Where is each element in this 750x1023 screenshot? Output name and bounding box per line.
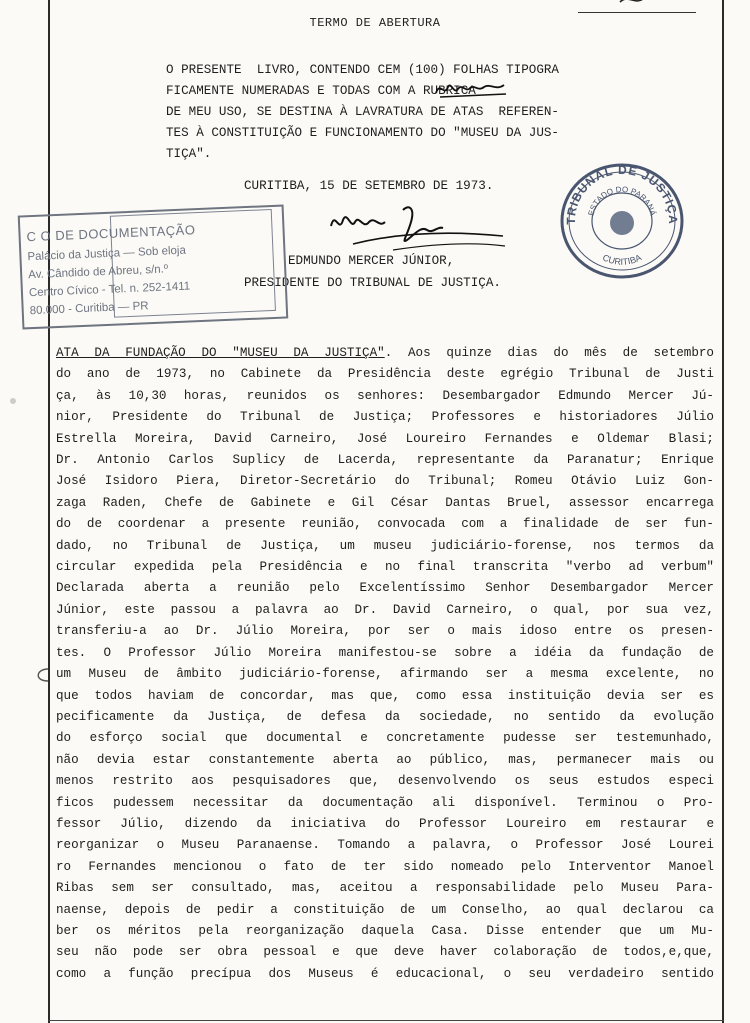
minutes-line: reorganizar o Museu Paranaense. Tomando a palavra, o Professor José Lourei — [56, 838, 714, 853]
minutes-line: transferiu-a ao Dr. Júlio Moreira, por ser o mais idoso entre os presen- — [56, 624, 714, 639]
opening-line: O PRESENTE LIVRO, CONTENDO CEM (100) FOLHAS TIPOGRA — [166, 63, 559, 77]
minutes-line: Dr. Antonio Carlos Suplicy de Lacerda, representante da Paranatur; Enrique — [56, 453, 714, 468]
minutes-title: ATA DA FUNDAÇÃO DO "MUSEU DA JUSTIÇA" — [56, 346, 385, 360]
page-right-border — [722, 0, 724, 1023]
opening-title: TERMO DE ABERTURA — [309, 16, 441, 30]
minutes-line: Júnior, este passou a palavra ao Dr. David Carneiro, o qual, por sua vez, — [56, 602, 714, 617]
minutes-line: fessor Júlio, dizendo da iniciativa do Professor Loureiro em restaurar e — [56, 816, 714, 831]
minutes-line: não devia estar constantemente aberta ao público, mas, permanecer mais ou — [56, 752, 714, 767]
minutes-first-line — [56, 343, 714, 364]
minutes-first-line-rest: . Aos quinze dias do mês de setembro — [384, 346, 714, 360]
minutes-line: José Isidoro Piera, Diretor-Secretário do Tribunal; Romeu Otávio Luiz Gon- — [56, 474, 714, 489]
minutes-line: como a função precípua dos Museus é educacional, o seu verdadeiro sentido — [56, 966, 714, 981]
stamp-line: Av. Cândido de Abreu, s/n.º — [27, 263, 169, 282]
stamp-line: 80.000 - Curitiba — PR — [29, 300, 149, 318]
opening-line: FICAMENTE NUMERADAS E TODAS COM A RUBRICA — [166, 84, 476, 98]
minutes-line: Estrella Moreira, David Carneiro, José Loureiro Fernandes e Oldemar Blasi; — [56, 431, 714, 446]
minutes-line: que todos haviam de concordar, mas que, como essa instituição devia ser es — [56, 688, 714, 703]
opening-line: TIÇA". — [166, 147, 212, 161]
tribunal-seal — [555, 158, 689, 284]
minutes-line: um Museu de âmbito judiciário-forense, afirmando ser a mesma excelente, no — [56, 667, 714, 682]
top-handwritten-mark — [618, 0, 678, 8]
stamp-line: Palácio da Justiça — Sob eloja — [27, 244, 187, 264]
minutes-line: zaga Raden, Chefe de Gabinete e Gil César Dantas Bruel, assessor encarrega — [56, 495, 714, 510]
seal-bottom-text: CURITIBA — [600, 252, 644, 267]
page-left-border — [48, 0, 50, 1023]
minutes-line: ça, às 10,30 horas, reunidos os senhores: Desembargador Edmundo Mercer Jú- — [56, 388, 714, 403]
minutes-line: pecificamente da Justiça, de defesa da sociedade, no sentido da evolução — [56, 709, 714, 724]
margin-bracket-mark — [30, 667, 52, 683]
minutes-line: ro Fernandes mencionou o fato de ter sido nomeado pelo Interventor Manoel — [56, 859, 714, 874]
stamp-line: C O DE DOCUMENTAÇÃO — [26, 222, 196, 245]
seal-top-text: TRIBUNAL DE JUSTIÇA — [563, 162, 681, 225]
svg-text:CURITIBA — [601, 252, 643, 267]
minutes-line: do esforço social que documental e concretamente pudesse ser testemunhado, — [56, 731, 714, 746]
minutes-line: seu não pode ser obra pessoal e que deve haver colaboração de todos,e,que, — [56, 945, 714, 960]
punch-hole — [10, 398, 16, 404]
minutes-line: dado, no Tribunal de Justiça, um museu judiciário-forense, nos termos da — [56, 538, 714, 553]
documentation-center-stamp — [18, 204, 289, 329]
opening-paragraph — [166, 60, 636, 165]
minutes-line: ficos pudessem necessitar da documentação ali disponível. Terminou o Pro- — [56, 795, 714, 810]
minutes-line: Declarada aberta a reunião pelo Excelentíssimo Senhor Desembargador Mercer — [56, 581, 714, 596]
opening-line: DE MEU USO, SE DESTINA À LAVRATURA DE ATAS REFEREN- — [166, 105, 559, 119]
president-signature — [323, 200, 513, 260]
signer-title: PRESIDENTE DO TRIBUNAL DE JUSTIÇA. — [244, 276, 501, 290]
minutes-line: naense, depois de pedir a constituição de um Conselho, ao qual declarou ca — [56, 902, 714, 917]
minutes-line: do ano de 1973, no Cabinete da Presidência deste egrégio Tribunal de Justi — [56, 367, 714, 382]
signer-name: EDMUNDO MERCER JÚNIOR, — [288, 254, 455, 268]
top-rule — [578, 12, 696, 13]
minutes-body — [56, 343, 714, 985]
date-line: CURITIBA, 15 DE SETEMBRO DE 1973. — [244, 179, 494, 193]
minutes-line: do de coordenar a presente reunião, convocada com a finalidade de ser fun- — [56, 517, 714, 532]
inline-rubric-signature — [432, 75, 512, 101]
seal-inner-text: ESTADO DO PARANÁ — [586, 184, 658, 217]
minutes-line: Ribas sem ser consultado, mas, aceitou a responsabilidade pelo Museu Para- — [56, 881, 714, 896]
opening-line: TES À CONSTITUIÇÃO E FUNCIONAMENTO DO "MUSEU DA JUS- — [166, 126, 559, 140]
minutes-line: menos restrito aos pesquisadores que, desenvolvendo os seus estudos especi — [56, 774, 714, 789]
minutes-line: ber os méritos pela reorganização daquela Casa. Disse entender que um Mu- — [56, 923, 714, 938]
stamp-line: Centro Cívico - Tel. n. 252-1411 — [28, 280, 191, 300]
minutes-line: circular expedida pela Presidência e no final transcrita "verbo ad verbum" — [56, 560, 714, 575]
minutes-line: tes. O Professor Júlio Moreira manifestou-se sobre a idéia da fundação de — [56, 645, 714, 660]
page-bottom-border — [48, 1020, 724, 1021]
minutes-line: nior, Presidente do Tribunal de Justiça; Professores e historiadores Júlio — [56, 410, 714, 425]
